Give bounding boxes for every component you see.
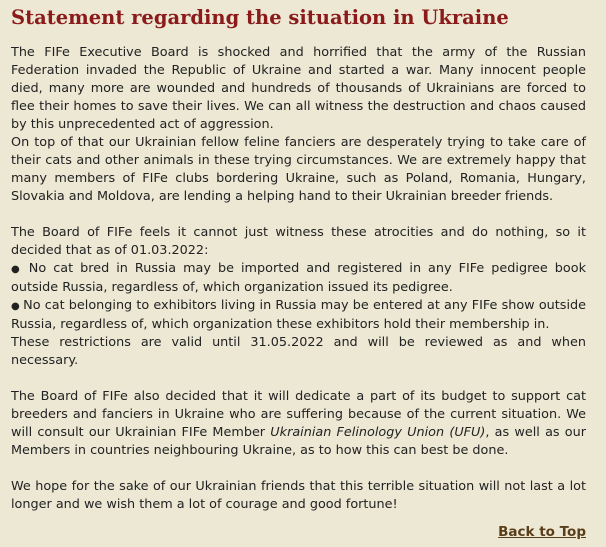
paragraph-closing: We hope for the sake of our Ukrainian friends that this terrible situation will not last a lot longer and we wish them a lot of courage and good fortune! xyxy=(11,479,586,512)
restriction-bullet-shows: ● No cat belonging to exhibitors living in Russia may be entered at any FIFe show outside Russia, regardless of, which organization these exhibitors hold their membership in. xyxy=(11,297,586,334)
paragraph-decision: The Board of FIFe feels it cannot just witness these atrocities and do nothing, so it decided that as of 01.03.2022: xyxy=(11,225,586,258)
ufu-name: Ukrainian Felinology Union (UFU) xyxy=(270,425,486,440)
page-title: Statement regarding the situation in Ukraine xyxy=(11,6,509,29)
spacer xyxy=(11,460,586,478)
support-text-end: , as well as our Members in countries neighbouring Ukraine, as to how this can best be done. xyxy=(11,425,586,458)
spacer xyxy=(11,370,586,388)
spacer xyxy=(11,206,586,224)
paragraph-validity: These restrictions are valid until 31.05.2022 and will be reviewed as and when necessary. xyxy=(11,335,586,368)
paragraph-fanciers: On top of that our Ukrainian fellow feline fanciers are desperately trying to take care of their cats and other animals in these trying circumstances. We are extremely happy that many members of FIFe clubs bordering Ukraine, such as Poland, Romania, Hungary, Slovakia and Moldova, are lending a helping hand to their Ukrainian breeder friends. xyxy=(11,135,586,204)
paragraph-intro: The FIFe Executive Board is shocked and horrified that the army of the Russian Federation invaded the Republic of Ukraine and started a war. Many innocent people died, many more are wounded and hundreds of thousands of Ukrainians are forced to flee their homes to save their lives. We can all witness the destruction and chaos caused by this unprecedented act of aggression. xyxy=(11,45,586,132)
paragraph-support xyxy=(11,388,586,460)
restriction-bullet-import: ● No cat bred in Russia may be imported and registered in any FIFe pedigree book outside Russia, regardless of, which organization issued its pedigree. xyxy=(11,260,586,297)
support-text-start: The Board of FIFe also decided that it will dedicate a part of its budget to support cat breeders and fanciers in Ukraine who are suffering because of the current situation. We will consult our Ukrainian FIFe Member xyxy=(11,389,586,440)
back-to-top-link[interactable]: Back to Top xyxy=(498,524,586,540)
